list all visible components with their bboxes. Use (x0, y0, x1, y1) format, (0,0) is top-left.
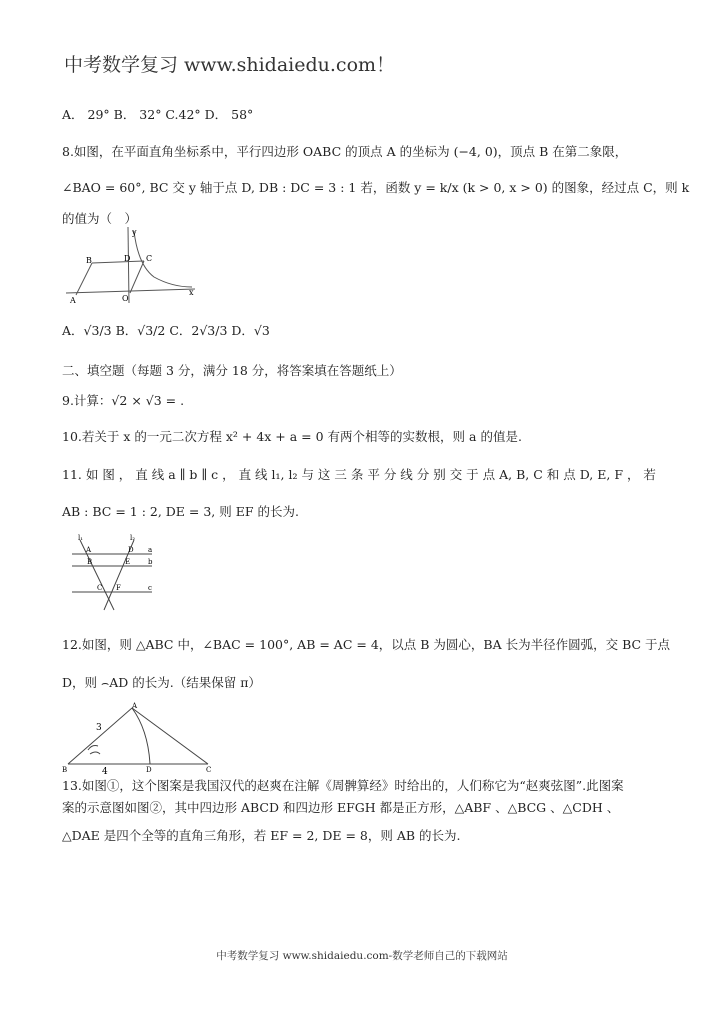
arc-ad (132, 708, 150, 764)
label-a: A (132, 702, 138, 710)
q13-line-3: △DAE 是四个全等的直角三角形，若 EF = 2, DE = 8，则 AB 的长为. (62, 828, 461, 843)
label-line-b: b (148, 558, 153, 566)
label-l1: l₁ (78, 534, 84, 542)
q8-line-1: 8.如图，在平面直角坐标系中，平行四边形 OABC 的顶点 A 的坐标为 (−4, 0)，顶点 B 在第二象限， (62, 144, 628, 159)
q13-line-2: 案的示意图如图②，其中四边形 ABCD 和四边形 EFGH 都是正方形，△ABF 、△BCG 、△CDH 、 (62, 800, 620, 815)
y-axis (128, 227, 129, 303)
side-ba (68, 708, 132, 764)
label-d: D (124, 254, 131, 263)
q8-figure (62, 225, 197, 305)
label-o: O (122, 294, 129, 303)
q11-line-1: 11. 如 图 ， 直 线 a ∥ b ∥ c ， 直 线 l₁, l₂ 与 这 三 条 平 分 线 分 别 交 于 点 A, B, C 和 点 D, E, F ， 若 (62, 467, 656, 482)
label-c: C (206, 766, 212, 774)
note-3: 3 (96, 723, 102, 733)
label-d: D (146, 766, 152, 774)
label-c: C (146, 254, 153, 263)
hyperbola-curve (134, 231, 192, 287)
label-a: A (70, 296, 76, 305)
label-y: y (132, 228, 137, 237)
section-2-heading: 二、填空题（每题 3 分，满分 18 分，将答案填在答题纸上） (62, 363, 402, 378)
handwritten-note (88, 746, 100, 755)
label-b: B (62, 766, 68, 774)
q12-figure (62, 700, 212, 775)
q9: 9.计算：√2 × √3 = . (62, 393, 185, 408)
label-d-point: D (128, 546, 134, 554)
label-c-point: C (97, 584, 103, 592)
q8-line-3: 的值为（ ） (62, 211, 138, 226)
label-e-point: E (125, 558, 131, 566)
label-b: B (86, 256, 92, 265)
label-line-a: a (148, 546, 153, 554)
q12-line-1: 12.如图，则 △ABC 中，∠BAC = 100°, AB = AC = 4，以点 B 为圆心，BA 长为半径作圆弧，交 BC 于点 (62, 637, 671, 652)
label-b-point: B (87, 558, 93, 566)
label-f-point: F (116, 584, 121, 592)
q10: 10.若关于 x 的一元二次方程 x² + 4x + a = 0 有两个相等的实数根，则 a 的值是. (62, 429, 522, 444)
side-bc (92, 261, 144, 263)
side-ac (132, 708, 208, 764)
label-line-c: c (148, 584, 152, 592)
label-l2: l₂ (130, 534, 136, 542)
label-a-point: A (86, 546, 92, 554)
q11-figure (64, 532, 156, 612)
page-header: 中考数学复习 www.shidaiedu.com！ (64, 54, 396, 76)
page-footer: 中考数学复习 www.shidaiedu.com-数学老师自己的下载网站 (216, 950, 508, 962)
side-ab (76, 263, 92, 295)
q8-line-2: ∠BAO = 60°, BC 交 y 轴于点 D, DB : DC = 3 : 1 若，函数 y = k/x (k > 0, x > 0) 的图象，经过点 C，则 k (62, 180, 690, 195)
q11-line-2: AB : BC = 1 : 2, DE = 3, 则 EF 的长为. (62, 504, 299, 519)
q12-line-2: D，则 ⌢AD 的长为.（结果保留 π） (62, 675, 261, 690)
note-4: 4 (102, 767, 108, 775)
label-x: x (189, 288, 194, 297)
q13-line-1: 13.如图①，这个图案是我国汉代的赵爽在注解《周髀算经》时给出的，人们称它为“赵爽弦图”.此图案 (62, 778, 624, 793)
side-co (130, 261, 144, 293)
q7-options: A． 29° B． 32° C.42° D． 58° (62, 107, 254, 122)
q8-options: A．√3/3 B．√3/2 C．2√3/3 D．√3 (62, 323, 270, 338)
